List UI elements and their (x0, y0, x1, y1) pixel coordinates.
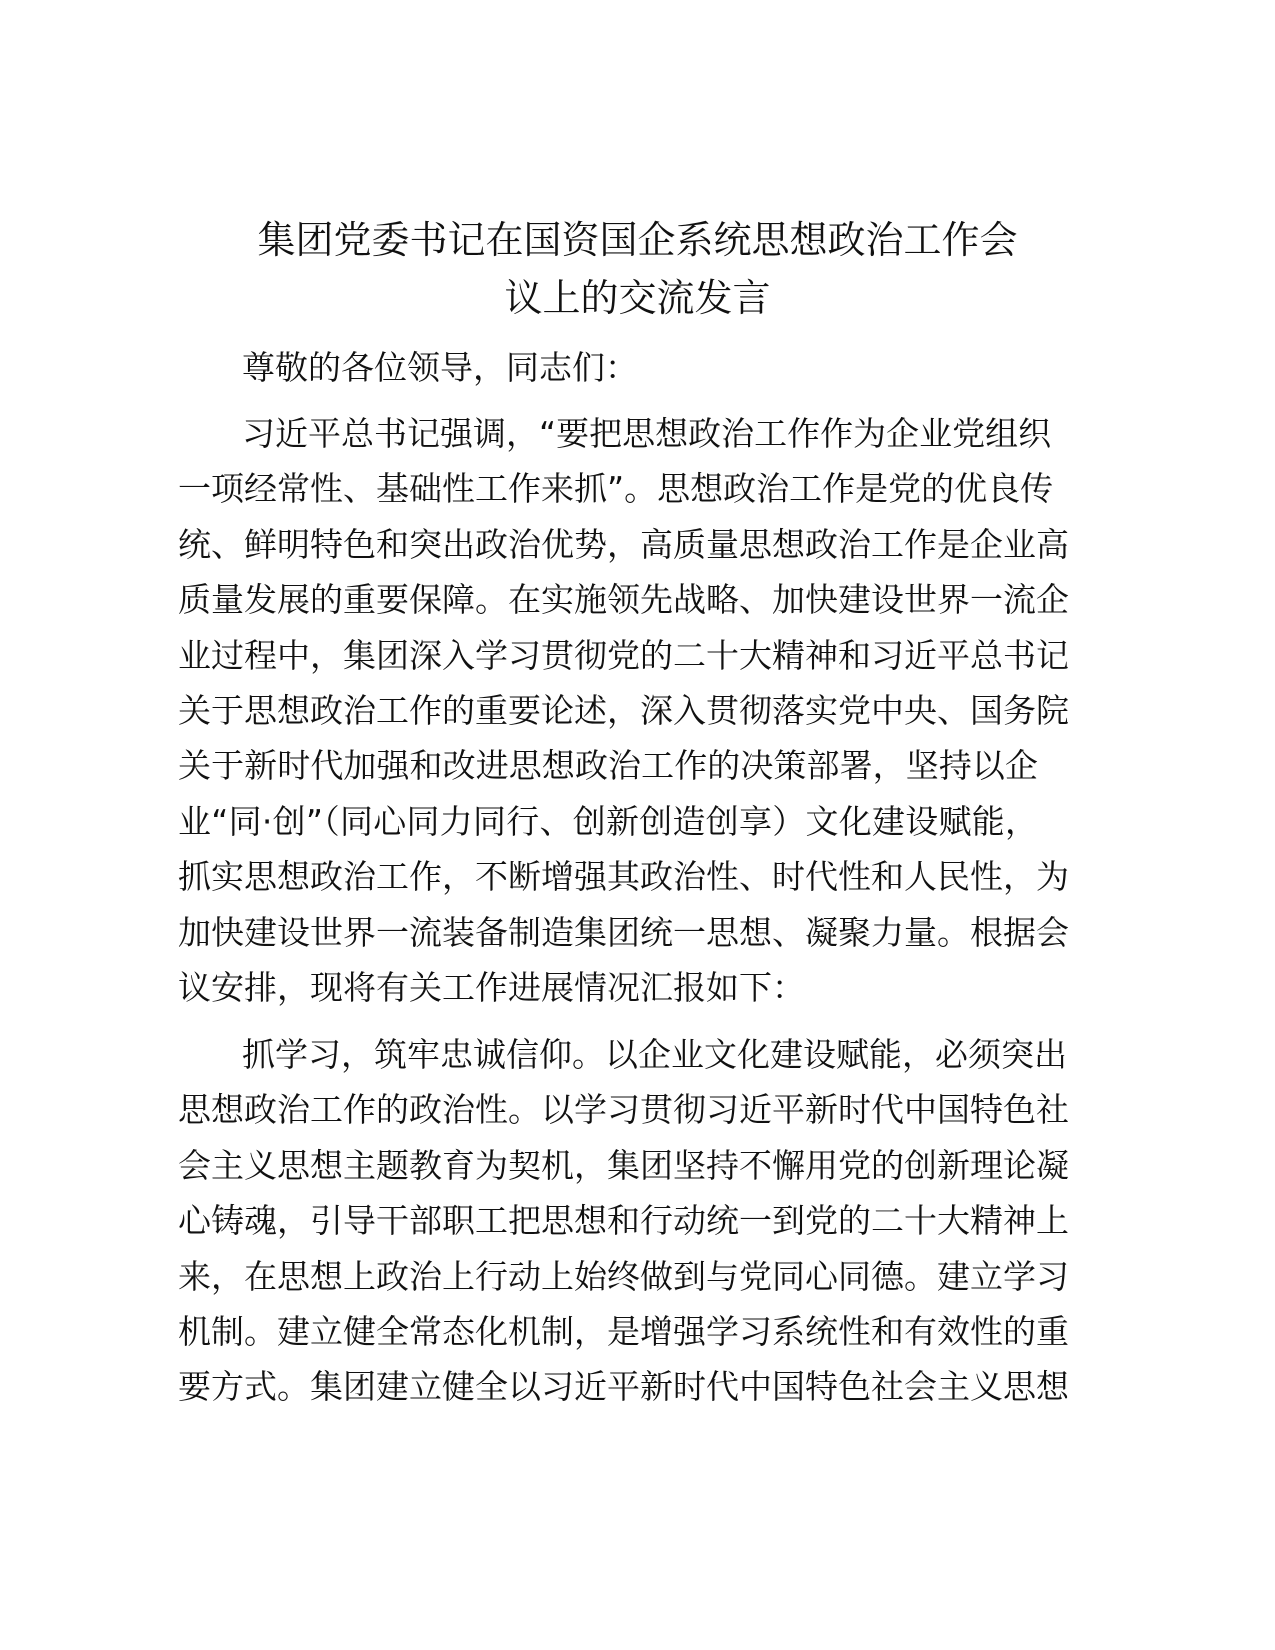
paragraph-2-line: 抓学习，筑牢忠诚信仰。以企业文化建设赋能，必须突出 (242, 1035, 1067, 1074)
paragraph-1-line: 议安排，现将有关工作进展情况汇报如下： (178, 968, 805, 1007)
paragraph-1-line: 关于新时代加强和改进思想政治工作的决策部署，坚持以企 (178, 746, 1038, 785)
paragraph-2-line: 思想政治工作的政治性。以学习贯彻习近平新时代中国特色社 (178, 1090, 1069, 1129)
paragraph-1-line: 关于思想政治工作的重要论述，深入贯彻落实党中央、国务院 (178, 691, 1069, 730)
paragraph-1-line: 一项经常性、基础性工作来抓”。思想政治工作是党的优良传 (178, 469, 1054, 508)
paragraph-1-line: 业过程中，集团深入学习贯彻党的二十大精神和习近平总书记 (178, 636, 1069, 675)
paragraph-2-line: 要方式。集团建立健全以习近平新时代中国特色社会主义思想 (178, 1367, 1069, 1406)
paragraph-1-line: 抓实思想政治工作，不断增强其政治性、时代性和人民性，为 (178, 857, 1069, 896)
paragraph-1-line: 加快建设世界一流装备制造集团统一思想、凝聚力量。根据会 (178, 913, 1069, 952)
paragraph-1-line: 习近平总书记强调，“要把思想政治工作作为企业党组织 (242, 414, 1052, 453)
document-title-line-1: 集团党委书记在国资国企系统思想政治工作会 (257, 218, 1018, 262)
salutation: 尊敬的各位领导，同志们： (242, 348, 638, 387)
document-title-line-2: 议上的交流发言 (504, 276, 771, 320)
paragraph-1-line: 业“同·创”（同心同力同行、创新创造创享）文化建设赋能， (178, 802, 1038, 841)
paragraph-2-line: 机制。建立健全常态化机制，是增强学习系统性和有效性的重 (178, 1312, 1069, 1351)
paragraph-2-line: 心铸魂，引导干部职工把思想和行动统一到党的二十大精神上 (178, 1201, 1069, 1240)
paragraph-2-line: 来，在思想上政治上行动上始终做到与党同心同德。建立学习 (178, 1257, 1069, 1296)
paragraph-1-line: 质量发展的重要保障。在实施领先战略、加快建设世界一流企 (178, 580, 1069, 619)
paragraph-1-line: 统、鲜明特色和突出政治优势，高质量思想政治工作是企业高 (178, 525, 1069, 564)
paragraph-2-line: 会主义思想主题教育为契机，集团坚持不懈用党的创新理论凝 (178, 1146, 1069, 1185)
